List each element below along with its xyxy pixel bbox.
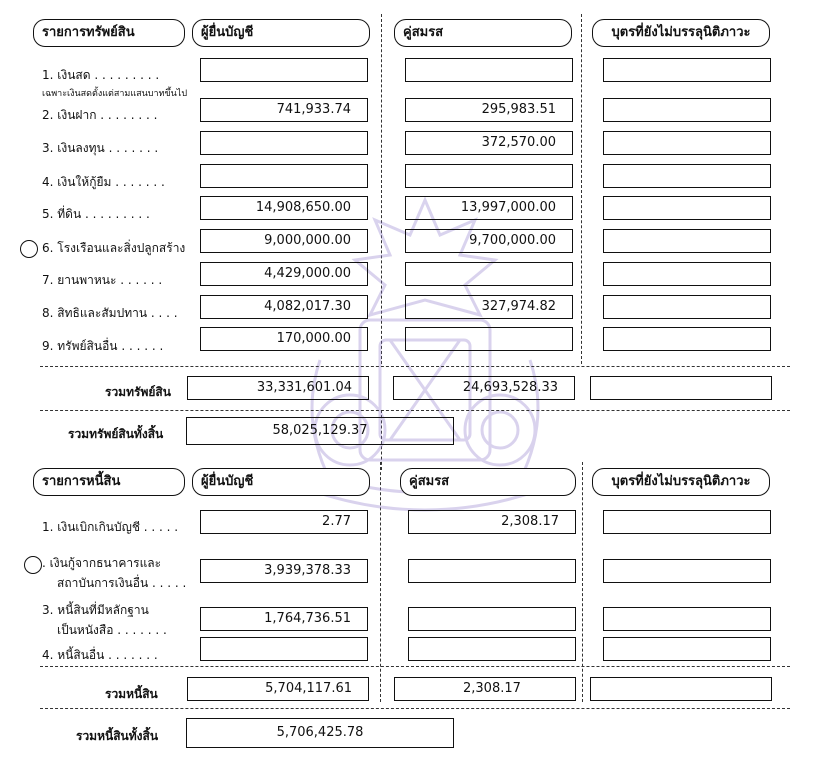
assets-grand-total-value: 58,025,129.37 bbox=[186, 417, 454, 445]
asset-spouse-value bbox=[405, 327, 573, 351]
liability-row-label: . เงินกู้จากธนาคารและ bbox=[42, 556, 162, 570]
asset-row-label: 9. ทรัพย์สินอื่น . . . . . . bbox=[42, 339, 164, 353]
asset-children-value bbox=[603, 295, 771, 319]
section-divider bbox=[40, 410, 790, 411]
assets-grand-total-label: รวมทรัพย์สินทั้งสิ้น bbox=[68, 427, 164, 441]
section-divider bbox=[40, 666, 790, 667]
assets-col-declarant-header: ผู้ยื่นบัญชี bbox=[192, 19, 370, 47]
asset-spouse-value bbox=[405, 262, 573, 286]
asset-spouse-value bbox=[405, 164, 573, 188]
asset-spouse-value: 9,700,000.00 bbox=[405, 229, 573, 253]
assets-col-children-header: บุตรที่ยังไม่บรรลุนิติภาวะ bbox=[592, 19, 770, 47]
cash-note: เฉพาะเงินสดตั้งแต่สามแสนบาทขึ้นไป bbox=[42, 89, 188, 99]
asset-spouse-value bbox=[405, 58, 573, 82]
liability-row-label: 1. เงินเบิกเกินบัญชี . . . . . bbox=[42, 520, 179, 534]
liabilities-section-title: รายการหนี้สิน bbox=[33, 468, 185, 496]
liability-spouse-value: 2,308.17 bbox=[408, 510, 576, 534]
margin-circle-mark bbox=[24, 556, 42, 574]
liabilities-total-children bbox=[590, 677, 772, 701]
liability-row-label: 3. หนี้สินที่มีหลักฐาน bbox=[42, 603, 149, 617]
section-divider bbox=[40, 366, 790, 367]
liabilities-col-declarant-header: ผู้ยื่นบัญชี bbox=[192, 468, 370, 496]
asset-spouse-value: 13,997,000.00 bbox=[405, 196, 573, 220]
section-divider bbox=[40, 708, 790, 709]
asset-declarant-value: 4,082,017.30 bbox=[200, 295, 368, 319]
liabilities-total-spouse: 2,308.17 bbox=[394, 677, 576, 701]
asset-row-label: 8. สิทธิและสัมปทาน . . . . bbox=[42, 306, 178, 320]
liabilities-grand-total-value: 5,706,425.78 bbox=[186, 718, 454, 748]
asset-spouse-value: 372,570.00 bbox=[405, 131, 573, 155]
asset-row-label: 4. เงินให้กู้ยืม . . . . . . . bbox=[42, 175, 165, 189]
asset-row-label: 5. ที่ดิน . . . . . . . . . bbox=[42, 207, 150, 221]
asset-row-label: 1. เงินสด . . . . . . . . . bbox=[42, 68, 160, 82]
liability-declarant-value: 2.77 bbox=[200, 510, 368, 534]
asset-declarant-value: 14,908,650.00 bbox=[200, 196, 368, 220]
liability-children-value bbox=[603, 510, 771, 534]
liability-children-value bbox=[603, 607, 771, 631]
liabilities-col-children-header: บุตรที่ยังไม่บรรลุนิติภาวะ bbox=[592, 468, 770, 496]
liability-declarant-value bbox=[200, 637, 368, 661]
asset-declarant-value bbox=[200, 58, 368, 82]
asset-children-value bbox=[603, 164, 771, 188]
liability-row-label-line2: เป็นหนังสือ . . . . . . . bbox=[57, 623, 167, 637]
liabilities-grand-total-label: รวมหนี้สินทั้งสิ้น bbox=[76, 729, 159, 743]
margin-circle-mark bbox=[20, 240, 38, 258]
asset-declarant-value: 741,933.74 bbox=[200, 98, 368, 122]
asset-row-label: 7. ยานพาหนะ . . . . . . bbox=[42, 273, 163, 287]
asset-declarant-value: 170,000.00 bbox=[200, 327, 368, 351]
liability-spouse-value bbox=[408, 607, 576, 631]
liability-spouse-value bbox=[408, 637, 576, 661]
liability-children-value bbox=[603, 559, 771, 583]
liability-spouse-value bbox=[408, 559, 576, 583]
asset-declarant-value bbox=[200, 131, 368, 155]
liability-row-label: 4. หนี้สินอื่น . . . . . . . bbox=[42, 648, 158, 662]
asset-row-label: 3. เงินลงทุน . . . . . . . bbox=[42, 141, 159, 155]
asset-children-value bbox=[603, 196, 771, 220]
assets-col-spouse-header: คู่สมรส bbox=[394, 19, 572, 47]
liabilities-total-declarant: 5,704,117.61 bbox=[187, 677, 369, 701]
liabilities-col-spouse-header: คู่สมรส bbox=[400, 468, 576, 496]
column-separator bbox=[581, 14, 582, 364]
asset-row-label: 6. โรงเรือนและสิ่งปลูกสร้าง bbox=[42, 241, 186, 255]
asset-children-value bbox=[603, 229, 771, 253]
liability-declarant-value: 3,939,378.33 bbox=[200, 559, 368, 583]
assets-section-title: รายการทรัพย์สิน bbox=[33, 19, 185, 47]
assets-total-spouse: 24,693,528.33 bbox=[393, 376, 575, 400]
asset-declarant-value: 9,000,000.00 bbox=[200, 229, 368, 253]
asset-children-value bbox=[603, 58, 771, 82]
assets-total-declarant: 33,331,601.04 bbox=[187, 376, 369, 400]
assets-total-label: รวมทรัพย์สิน bbox=[105, 385, 171, 399]
assets-total-children bbox=[590, 376, 772, 400]
asset-children-value bbox=[603, 327, 771, 351]
asset-children-value bbox=[603, 98, 771, 122]
liability-row-label-line2: สถาบันการเงินอื่น . . . . . bbox=[57, 576, 187, 590]
asset-row-label: 2. เงินฝาก . . . . . . . . bbox=[42, 108, 158, 122]
asset-spouse-value: 295,983.51 bbox=[405, 98, 573, 122]
liabilities-total-label: รวมหนี้สิน bbox=[105, 687, 158, 701]
asset-declarant-value: 4,429,000.00 bbox=[200, 262, 368, 286]
asset-children-value bbox=[603, 131, 771, 155]
asset-spouse-value: 327,974.82 bbox=[405, 295, 573, 319]
liability-declarant-value: 1,764,736.51 bbox=[200, 607, 368, 631]
asset-declarant-value bbox=[200, 164, 368, 188]
liability-children-value bbox=[603, 637, 771, 661]
asset-children-value bbox=[603, 262, 771, 286]
